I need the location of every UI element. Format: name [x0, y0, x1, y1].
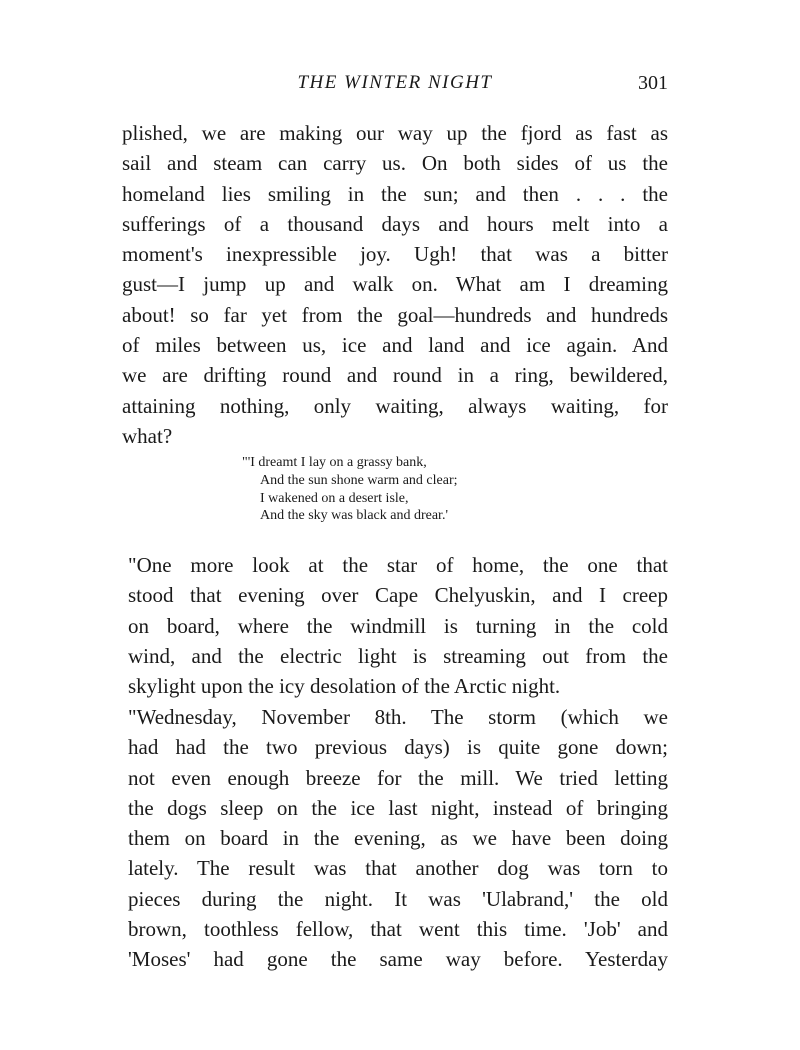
text-line: sufferings of a thousand days and hours melt into a	[122, 211, 668, 236]
page-number: 301	[638, 72, 668, 94]
text-line: 'Moses' had gone the same way before. Yesterday	[128, 947, 668, 972]
text-line: homeland lies smiling in the sun; and then . . . the	[122, 181, 668, 206]
running-head	[122, 72, 668, 102]
verse-line: And the sun shone warm and clear;	[260, 472, 458, 488]
text-line: gust—I jump up and walk on. What am I dreaming	[122, 272, 668, 297]
text-line: lately. The result was that another dog was torn to	[128, 856, 668, 881]
verse-line: And the sky was black and drear.'	[260, 508, 448, 524]
text-line: skylight upon the icy desolation of the Arctic night.	[128, 674, 561, 699]
text-line: on board, where the windmill is turning in the cold	[128, 613, 668, 638]
paragraph-november-8th	[128, 702, 668, 975]
verse-line: I wakened on a desert isle,	[260, 490, 409, 506]
text-line: pieces during the night. It was 'Ulabrand,' the old	[128, 886, 668, 911]
text-line: moment's inexpressible joy. Ugh! that was a bitter	[122, 242, 668, 267]
paragraph-continued	[122, 118, 668, 451]
text-line: wind, and the electric light is streaming out from the	[128, 643, 668, 668]
running-title: THE WINTER NIGHT	[297, 72, 493, 93]
text-line: had had the two previous days) is quite gone down;	[128, 735, 668, 760]
text-line: plished, we are making our way up the fjord as fast as	[122, 121, 668, 145]
text-line: attaining nothing, only waiting, always waiting, for	[122, 393, 668, 418]
text-line: the dogs sleep on the ice last night, instead of bringing	[128, 795, 668, 820]
verse-quotation	[242, 454, 572, 525]
text-line: of miles between us, ice and land and ice again. And	[122, 333, 668, 358]
verse-line: "'I dreamt I lay on a grassy bank,	[242, 455, 427, 470]
text-line: about! so far yet from the goal—hundreds and hundreds	[122, 302, 668, 327]
paragraph-star-of-home	[128, 550, 668, 701]
text-line: what?	[122, 423, 173, 448]
text-line: not even enough breeze for the mill. We tried letting	[128, 765, 668, 790]
text-line: brown, toothless fellow, that went this time. 'Job' and	[128, 917, 668, 942]
text-line: "One more look at the star of home, the one that	[128, 553, 668, 577]
text-line: sail and steam can carry us. On both sides of us the	[122, 151, 668, 176]
text-line: stood that evening over Cape Chelyuskin, and I creep	[128, 583, 668, 608]
text-line: "Wednesday, November 8th. The storm (which we	[128, 705, 668, 729]
text-line: them on board in the evening, as we have been doing	[128, 826, 668, 851]
text-line: we are drifting round and round in a ring, bewildered,	[122, 363, 668, 388]
